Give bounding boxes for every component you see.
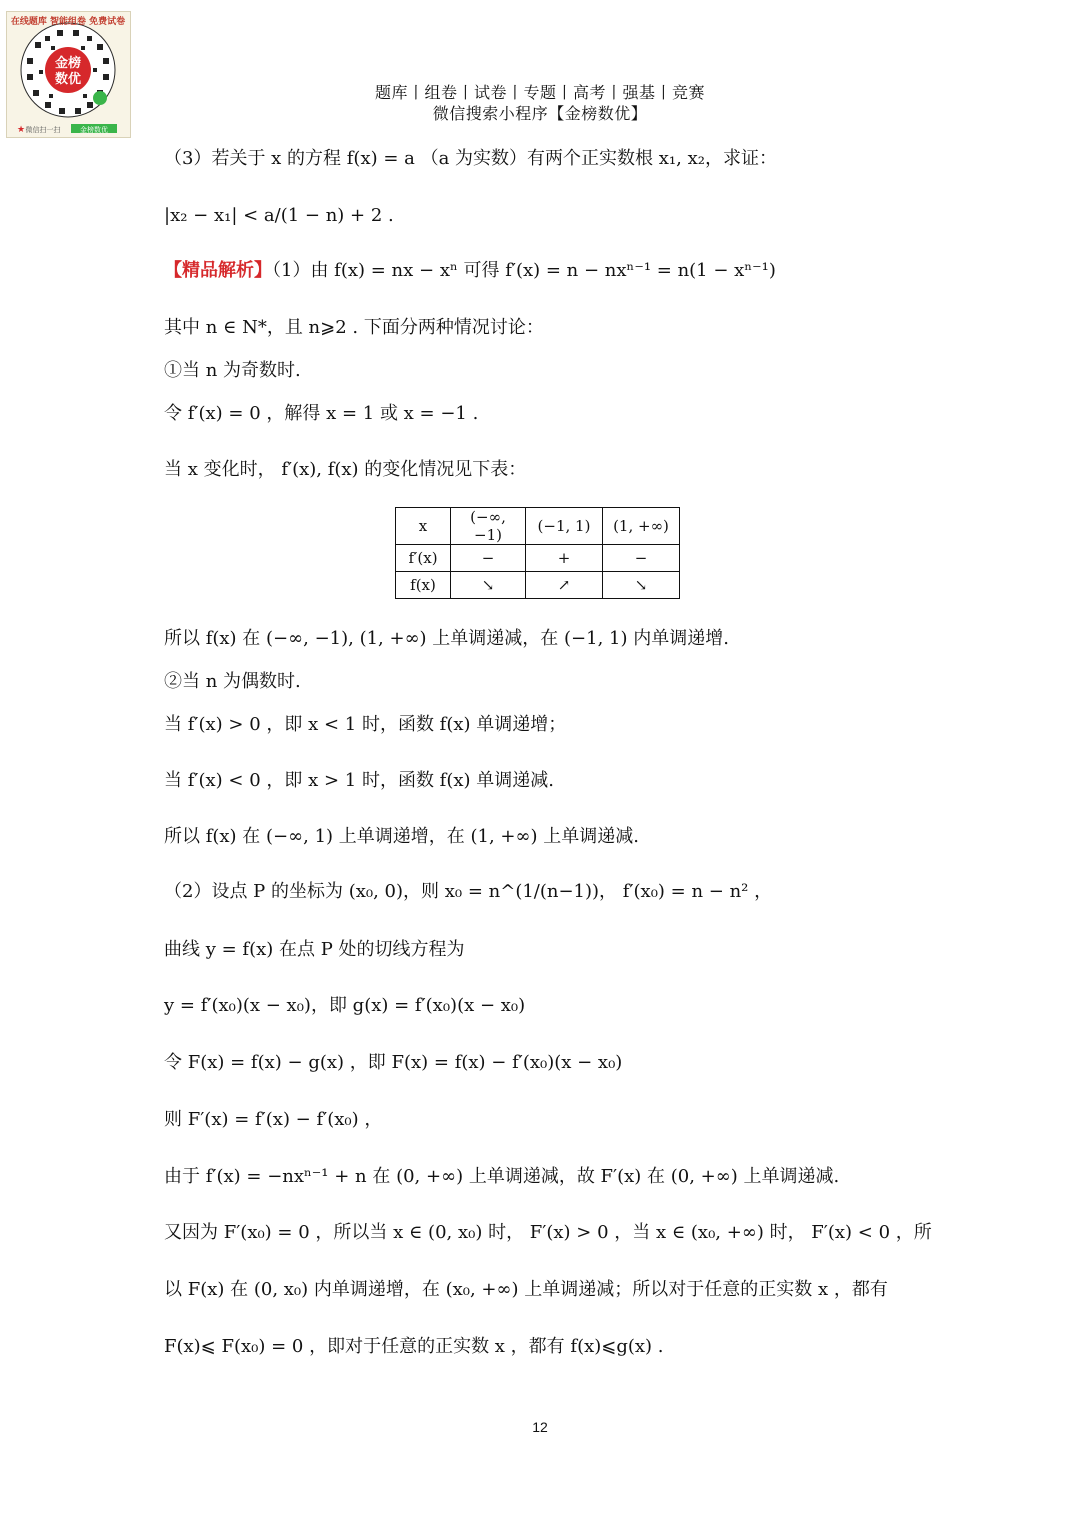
text-line: F(x)⩽ F(x₀) = 0 ，即对于任意的正实数 x ，都有 f(x)⩽g(x) . [164,1336,664,1357]
table-cell: (−∞, −1) [451,508,526,545]
text-line: 又因为 F′(x₀) = 0 ，所以当 x ∈ (0, x₀) 时， F′(x) > 0 ，当 x ∈ (x₀, +∞) 时， F′(x) < 0 ，所 [164,1222,932,1243]
header-nav-line: 题库丨组卷丨试卷丨专题丨高考丨强基丨竞赛 [374,83,705,102]
table-cell: x [396,508,451,545]
text-line: 其中 n ∈ N*，且 n⩾2 . 下面分两种情况讨论： [164,317,544,338]
text-line: 当 f′(x) < 0 ，即 x > 1 时，函数 f(x) 单调递减. [164,770,554,791]
text-line: 令 f′(x) = 0 ，解得 x = 1 或 x = −1 . [164,403,479,424]
text-line: 令 F(x) = f(x) − g(x) ，即 F(x) = f(x) − f′(x₀)(x − x₀) [164,1052,623,1073]
solution-part2-intro: （2）设点 P 的坐标为 (x₀, 0)，则 x₀ = n^(1/(n−1))， f′(x₀) = n − n² ， [164,881,773,902]
table-row [396,572,680,599]
table-cell: + [526,545,603,572]
table-cell: − [603,545,680,572]
text-line: 则 F′(x) = f′(x) − f′(x₀) ， [164,1109,383,1130]
text-line: 当 x 变化时， f′(x), f(x) 的变化情况见下表： [164,459,527,480]
solution-tag: 【精品解析】 [164,260,272,281]
text-line: 所以 f(x) 在 (−∞, 1) 上单调递增，在 (1, +∞) 上单调递减. [164,826,639,847]
text-line: 由于 f′(x) = −nxⁿ⁻¹ + n 在 (0, +∞) 上单调递减，故 F′(x) 在 (0, +∞) 上单调递减. [164,1166,840,1187]
table-cell: − [451,545,526,572]
case-even-heading: ②当 n 为偶数时. [164,671,301,692]
logo-footer-right: 金榜数优 [80,126,108,134]
text-line: 所以 f(x) 在 (−∞, −1), (1, +∞) 上单调递减，在 (−1, 1) 内单调递增. [164,628,729,649]
case-odd-heading: ①当 n 为奇数时. [164,360,301,381]
table-cell: (−1, 1) [526,508,603,545]
table-cell: (1, +∞) [603,508,680,545]
text-line: 当 f′(x) > 0 ，即 x < 1 时，函数 f(x) 单调递增； [164,714,567,735]
table-cell: f′(x) [396,545,451,572]
table-cell: ↘ [603,572,680,599]
page-number: 12 [532,1419,548,1435]
inequality-to-prove: |x₂ − x₁| < a/(1 − n) + 2 . [164,205,394,226]
table-cell: ↗ [526,572,603,599]
logo-center-line1: 金榜 [54,56,82,71]
logo-arc-text: 在线题库 智能组卷 免费试卷 [10,17,126,27]
table-row [396,545,680,572]
star-icon: ★ [17,125,26,135]
solution-part1-intro [164,259,776,283]
problem-part3: （3）若关于 x 的方程 f(x) = a （a 为实数）有两个正实数根 x₁, x₂，求证： [164,148,777,169]
text-line: 曲线 y = f(x) 在点 P 处的切线方程为 [164,939,465,960]
logo-center-line2: 数优 [54,72,82,87]
table-cell: f(x) [396,572,451,599]
tangent-line-eq: y = f′(x₀)(x − x₀)，即 g(x) = f′(x₀)(x − x₀) [164,995,526,1016]
header-miniprogram-line: 微信搜索小程序【金榜数优】 [432,104,648,123]
table-row [396,508,680,545]
logo-footer-left: 微信扫一扫 [25,126,61,134]
solution-derivative: （1）由 f(x) = nx − xⁿ 可得 f′(x) = n − nxⁿ⁻¹ = n(1 − xⁿ⁻¹) [272,260,776,281]
variation-table [395,507,680,599]
text-line: 以 F(x) 在 (0, x₀) 内单调递增，在 (x₀, +∞) 上单调递减；所以对于任意的正实数 x ，都有 [164,1279,888,1300]
table-cell: ↘ [451,572,526,599]
